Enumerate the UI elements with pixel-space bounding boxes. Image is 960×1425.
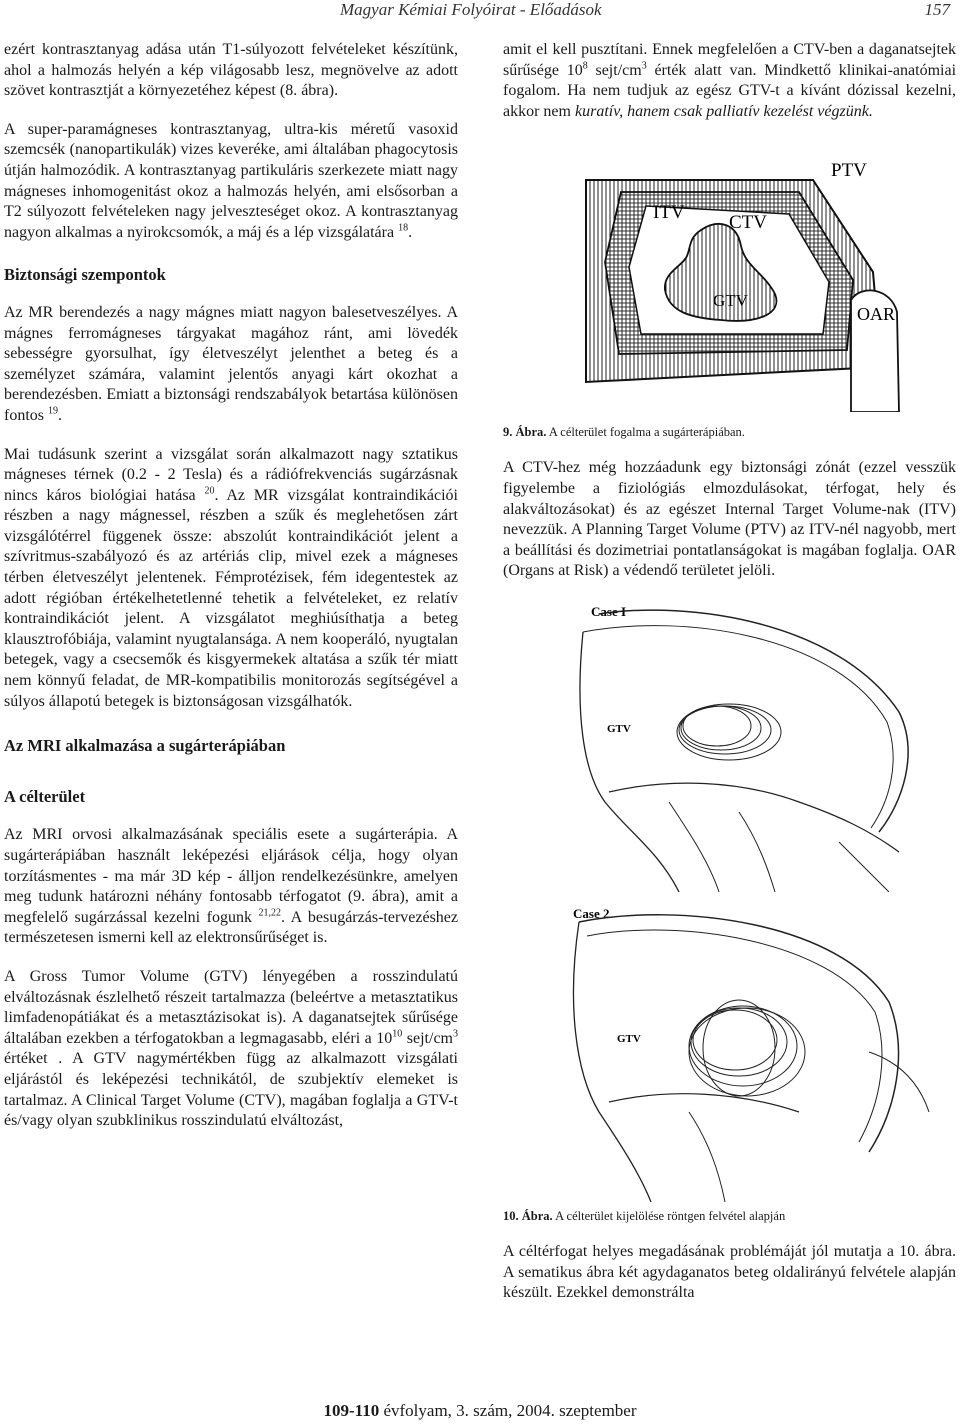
reference: 21,22: [258, 907, 282, 919]
page-number: 157: [924, 0, 950, 19]
page-header: [0, 0, 960, 24]
gtv-label-case-2: GTV: [617, 1032, 641, 1045]
case-2-label: Case 2: [573, 905, 610, 921]
figure-caption: 9. Ábra. A célterület fogalma a sugárterápiában.: [503, 425, 745, 440]
paragraph: Az MR berendezés a nagy mágnes miatt nagyon balesetveszélyes. A mágnes ferromágneses tárgyakat magához ránt, ami lövedék sebességre gyorsulhat, így életveszélyt jelenthet a beteg és a személyzet számára, valamint jelentős anyagi kárt okozhat a berendezésben. Emiatt a biztonsági rendszabályok betartása különösen fontos $^{19}$.: [4, 303, 458, 424]
oar-label: OAR: [857, 304, 896, 325]
subsection-heading: A célterület: [4, 786, 86, 806]
figure-caption: 10. Ábra. A célterület kijelölése röntgen felvétel alapján: [503, 1208, 786, 1223]
journal-title: Magyar Kémiai Folyóirat - Előadások: [340, 0, 602, 19]
case-1-sketch: [539, 602, 959, 892]
paragraph: Az MRI orvosi alkalmazásának speciális esete a sugárterápia. A sugárterápiában használt leképezési eljárások célja, hogy olyan torzításmentes - ma már 3D kép - álljon rendelkezésünkre, amelyen meg tudunk határozni néhány fontosabb térfogatot (9. ábra), amit a megfelelő sugárzással kezelni fogunk $^{21,22}$. A besugárzás-tervezéshez természetesen ismerni kell az elektronsűrűséget is.: [4, 826, 459, 947]
case-1-label: Case I: [591, 603, 627, 619]
paragraph: A céltérfogat helyes megadásának problémáját jól mutatja a 10. ábra. A sematikus ábra két agydaganatos beteg oldalirányú felvétele alapján készült. Ezekkel demonstrálta: [503, 1242, 956, 1302]
ctv-label: CTV: [729, 212, 767, 234]
ptv-label: PTV: [831, 162, 867, 182]
paragraph: A CTV-hez még hozzáadunk egy biztonsági zónát (ezzel vesszük figyelembe a fiziológiás elmozdulásokat, térfogat, hely és alakváltozásokat) és az egészet Internal Target Volume-nak (ITV) nevezzük. A Planning Target Volume (PTV) az ITV-nél nagyobb, mert a beállítási és dozimetriai pontatlanságokat is magában foglalja. OAR (Organs at Risk) a védendő területet jelöli.: [503, 459, 956, 580]
reference: 19: [48, 405, 58, 417]
section-heading: Biztonsági szempontok: [4, 265, 166, 285]
left-column: [4, 40, 458, 1150]
paragraph: Mai tudásunk szerint a vizsgálat során alkalmazott nagy sztatikus mágneses térnek (0.2 - 2 Tesla) és a rádiófrekvenciás sugárzásnak nincs káros biológiai hatása $^{20}$. Az MR vizsgálat kontraindikációi részben a nagy mágnessel, részben a szűk és meglehetősen zárt vizsgálótérrel függenek össze: abszolút kontraindikációt jelent a szívritmus-szabályozó és az artériás clip, mivel ezek a mágneses térben életveszélyt jelentenek. Fémprotézisek, fém idegentestek az adott régióban értékelhetetlenné tehetik a felvételeket, ez relatív kontraindikációt jelent. A vizsgálatot meghiúsíthatja a beteg klausztrofóbiája, valamint nyugtalansága. A nem kooperáló, nyugtalan betegek, vagy a csecsemők és kisgyermekek altatása a szűk tér miatt nem könnyű feladat, de MR-kompatibilis monitorozás segítségével a súlyos állapotú betegek is biztonságosan vizsgálhatók.: [4, 445, 458, 710]
gtv-label-case-1: GTV: [607, 722, 631, 735]
reference: 18: [398, 222, 409, 234]
reference: 20: [204, 485, 215, 497]
paragraph: A super-paramágneses kontrasztanyag, ultra-kis méretű vasoxid szemcsék (nanopartikulák) vizes keveréke, ami általában phagocytosis útján halmozódik. A kontrasztanyag partikuláris szerkezete miatt nagy mágneses inhomogenitást okoz a halmozás helyén, ami elsősorban a T2 súlyozott felvételeken nagy jelveszteséget okoz. A kontrasztanyag nagyon alkalmas a nyirokcsomók, a máj és a lép vizsgálatára $^{18}$.: [4, 120, 458, 241]
paragraph: A Gross Tumor Volume (GTV) lényegében a rosszindulatú elváltozásnak észlelhető részeit tartalmazza (beleértve a metasztatikus limfadenopátiákat és a metasztázisokat is). A daganatsejtek sűrűsége általában ezekben a térfogatokban a legmagasabb, eléri a $10^{10}$ sejt/$cm^3$ értéket . A GTV nagymértékben függ az alkalmazott vizsgálati eljárástól és leképezési technikától, de szubjektív elemeket is tartalmaz. A Clinical Target Volume (CTV), magában foglalja a GTV-t és/vagy olyan szubklinikus rosszindulatú elváltozást,: [4, 967, 458, 1130]
paragraph: amit el kell pusztítani. Ennek megfelelően a CTV-ben a daganatsejtek sűrűsége $10^8$ sejt/$cm^3$ érték alatt van. Mindkettő klinikai-anatómiai fogalom. Ha nem tudjuk az egész GTV-t a kívánt dózissal kezelni, akkor nem kuratív, hanem csak palliatív kezelést végzünk.: [503, 41, 957, 120]
figure-9: [503, 162, 956, 440]
right-column: [503, 40, 956, 1322]
gtv-label: GTV: [713, 291, 748, 311]
page-footer: 109-110 évfolyam, 3. szám, 2004. szeptember: [323, 1401, 637, 1420]
itv-label: ITV: [653, 202, 685, 224]
case-2-sketch: [539, 902, 959, 1202]
section-heading: Az MRI alkalmazása a sugárterápiában: [4, 736, 286, 756]
paragraph: ezért kontrasztanyag adása után T1-súlyozott felvételeket készítünk, ahol a halmozás helyén a kép világosabb lesz, megnövelve az adott szövet kontrasztját a környezetéhez képest (8. ábra).: [4, 41, 458, 100]
figure-10: [503, 602, 956, 1224]
target-volume-diagram: [561, 162, 901, 412]
